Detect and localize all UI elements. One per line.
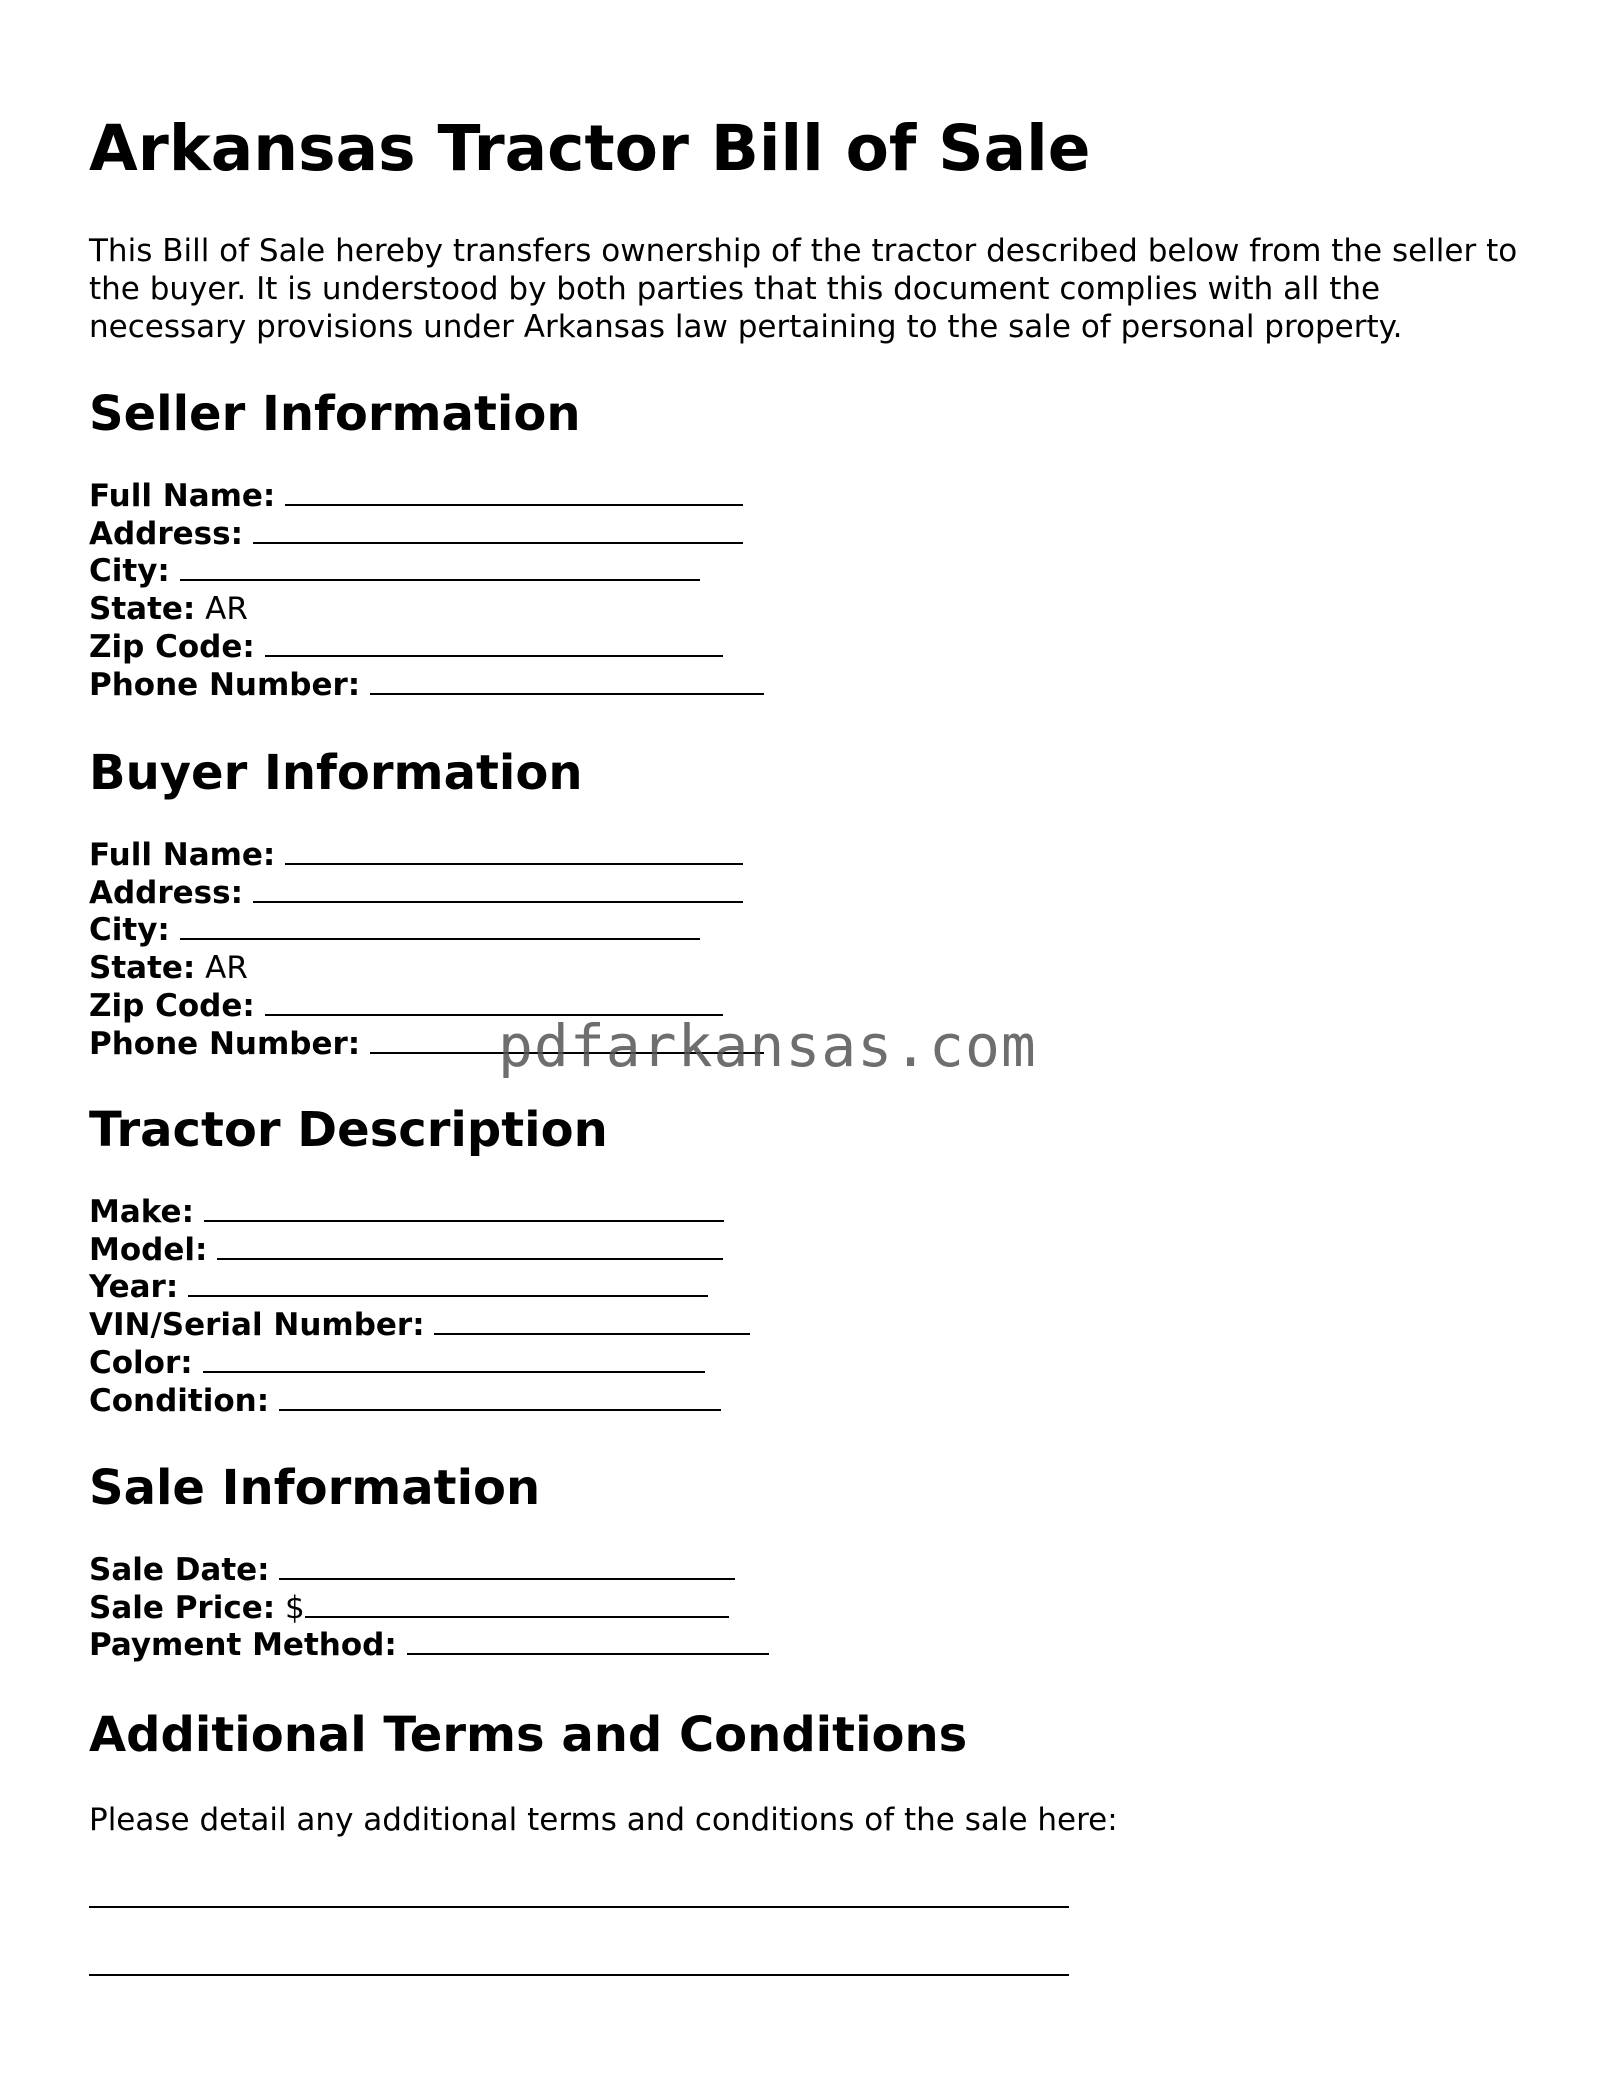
field-label: Full Name: bbox=[89, 478, 276, 514]
tractor-year-field bbox=[89, 1269, 750, 1307]
seller-fields bbox=[89, 478, 764, 704]
seller-phone-field bbox=[89, 667, 764, 705]
seller-state-value: AR bbox=[205, 591, 248, 628]
terms-heading: Additional Terms and Conditions bbox=[89, 1707, 968, 1763]
terms-line-2[interactable] bbox=[89, 1974, 1069, 1976]
field-label: State: bbox=[89, 950, 196, 987]
field-label: VIN/Serial Number: bbox=[89, 1307, 425, 1344]
tractor-color-field bbox=[89, 1345, 750, 1383]
tractor-condition-field bbox=[89, 1383, 750, 1421]
buyer-address-field bbox=[89, 875, 764, 913]
buyer-state-field bbox=[89, 950, 764, 988]
buyer-full-name-field bbox=[89, 837, 764, 875]
seller-address-field bbox=[89, 516, 764, 554]
tractor-condition-input[interactable] bbox=[279, 1383, 721, 1411]
sale-price-field bbox=[89, 1590, 769, 1628]
sale-price-input[interactable] bbox=[305, 1590, 729, 1618]
sale-date-input[interactable] bbox=[279, 1552, 735, 1580]
tractor-vin-input[interactable] bbox=[434, 1307, 750, 1335]
tractor-fields bbox=[89, 1194, 750, 1420]
seller-full-name-input[interactable] bbox=[285, 478, 743, 506]
seller-heading: Seller Information bbox=[89, 386, 581, 442]
tractor-vin-field bbox=[89, 1307, 750, 1345]
field-label: Model: bbox=[89, 1231, 208, 1268]
buyer-address-input[interactable] bbox=[253, 875, 743, 903]
tractor-make-field bbox=[89, 1194, 750, 1232]
currency-symbol: $ bbox=[284, 1589, 305, 1626]
tractor-heading: Tractor Description bbox=[89, 1102, 608, 1158]
tractor-make-input[interactable] bbox=[204, 1194, 724, 1222]
field-label: Year: bbox=[89, 1269, 179, 1306]
tractor-color-input[interactable] bbox=[203, 1345, 705, 1373]
seller-full-name-field bbox=[89, 478, 764, 516]
field-label: Address: bbox=[89, 515, 243, 552]
field-label: State: bbox=[89, 591, 196, 628]
seller-phone-input[interactable] bbox=[370, 667, 764, 695]
field-label: City: bbox=[89, 553, 170, 590]
seller-zip-input[interactable] bbox=[265, 629, 723, 657]
intro-paragraph: This Bill of Sale hereby transfers ownership of the tractor described below from the seller to the buyer. It is understood by both parties that this document complies with all the necessary provisions under Arkansas law pertaining to the sale of personal property. bbox=[89, 233, 1518, 345]
sale-heading: Sale Information bbox=[89, 1460, 541, 1516]
seller-state-field bbox=[89, 591, 764, 629]
watermark-text: pdfarkansas.com bbox=[498, 1012, 1037, 1080]
field-label: Address: bbox=[89, 874, 243, 911]
buyer-state-value: AR bbox=[205, 950, 248, 987]
seller-zip-field bbox=[89, 629, 764, 667]
sale-method-field bbox=[89, 1627, 769, 1665]
buyer-city-field bbox=[89, 912, 764, 950]
field-label: Condition: bbox=[89, 1382, 270, 1419]
terms-line-1[interactable] bbox=[89, 1906, 1069, 1908]
sale-fields bbox=[89, 1552, 769, 1665]
field-label: Make: bbox=[89, 1194, 194, 1230]
buyer-heading: Buyer Information bbox=[89, 745, 583, 801]
seller-city-field bbox=[89, 553, 764, 591]
field-label: Zip Code: bbox=[89, 628, 255, 665]
sale-method-input[interactable] bbox=[407, 1627, 769, 1655]
terms-prompt: Please detail any additional terms and conditions of the sale here: bbox=[89, 1802, 1118, 1838]
buyer-city-input[interactable] bbox=[180, 912, 700, 940]
seller-city-input[interactable] bbox=[180, 553, 700, 581]
field-label: Zip Code: bbox=[89, 987, 255, 1024]
field-label: Phone Number: bbox=[89, 1025, 361, 1062]
tractor-model-input[interactable] bbox=[217, 1232, 723, 1260]
field-label: Phone Number: bbox=[89, 666, 361, 703]
field-label: Sale Date: bbox=[89, 1552, 270, 1588]
buyer-full-name-input[interactable] bbox=[285, 837, 743, 865]
field-label: Full Name: bbox=[89, 837, 276, 873]
field-label: Payment Method: bbox=[89, 1627, 397, 1664]
document-title: Arkansas Tractor Bill of Sale bbox=[89, 112, 1091, 185]
field-label: Color: bbox=[89, 1344, 193, 1381]
field-label: Sale Price: bbox=[89, 1589, 276, 1626]
tractor-model-field bbox=[89, 1232, 750, 1270]
field-label: City: bbox=[89, 912, 170, 949]
seller-address-input[interactable] bbox=[253, 516, 743, 544]
tractor-year-input[interactable] bbox=[188, 1269, 708, 1297]
sale-date-field bbox=[89, 1552, 769, 1590]
